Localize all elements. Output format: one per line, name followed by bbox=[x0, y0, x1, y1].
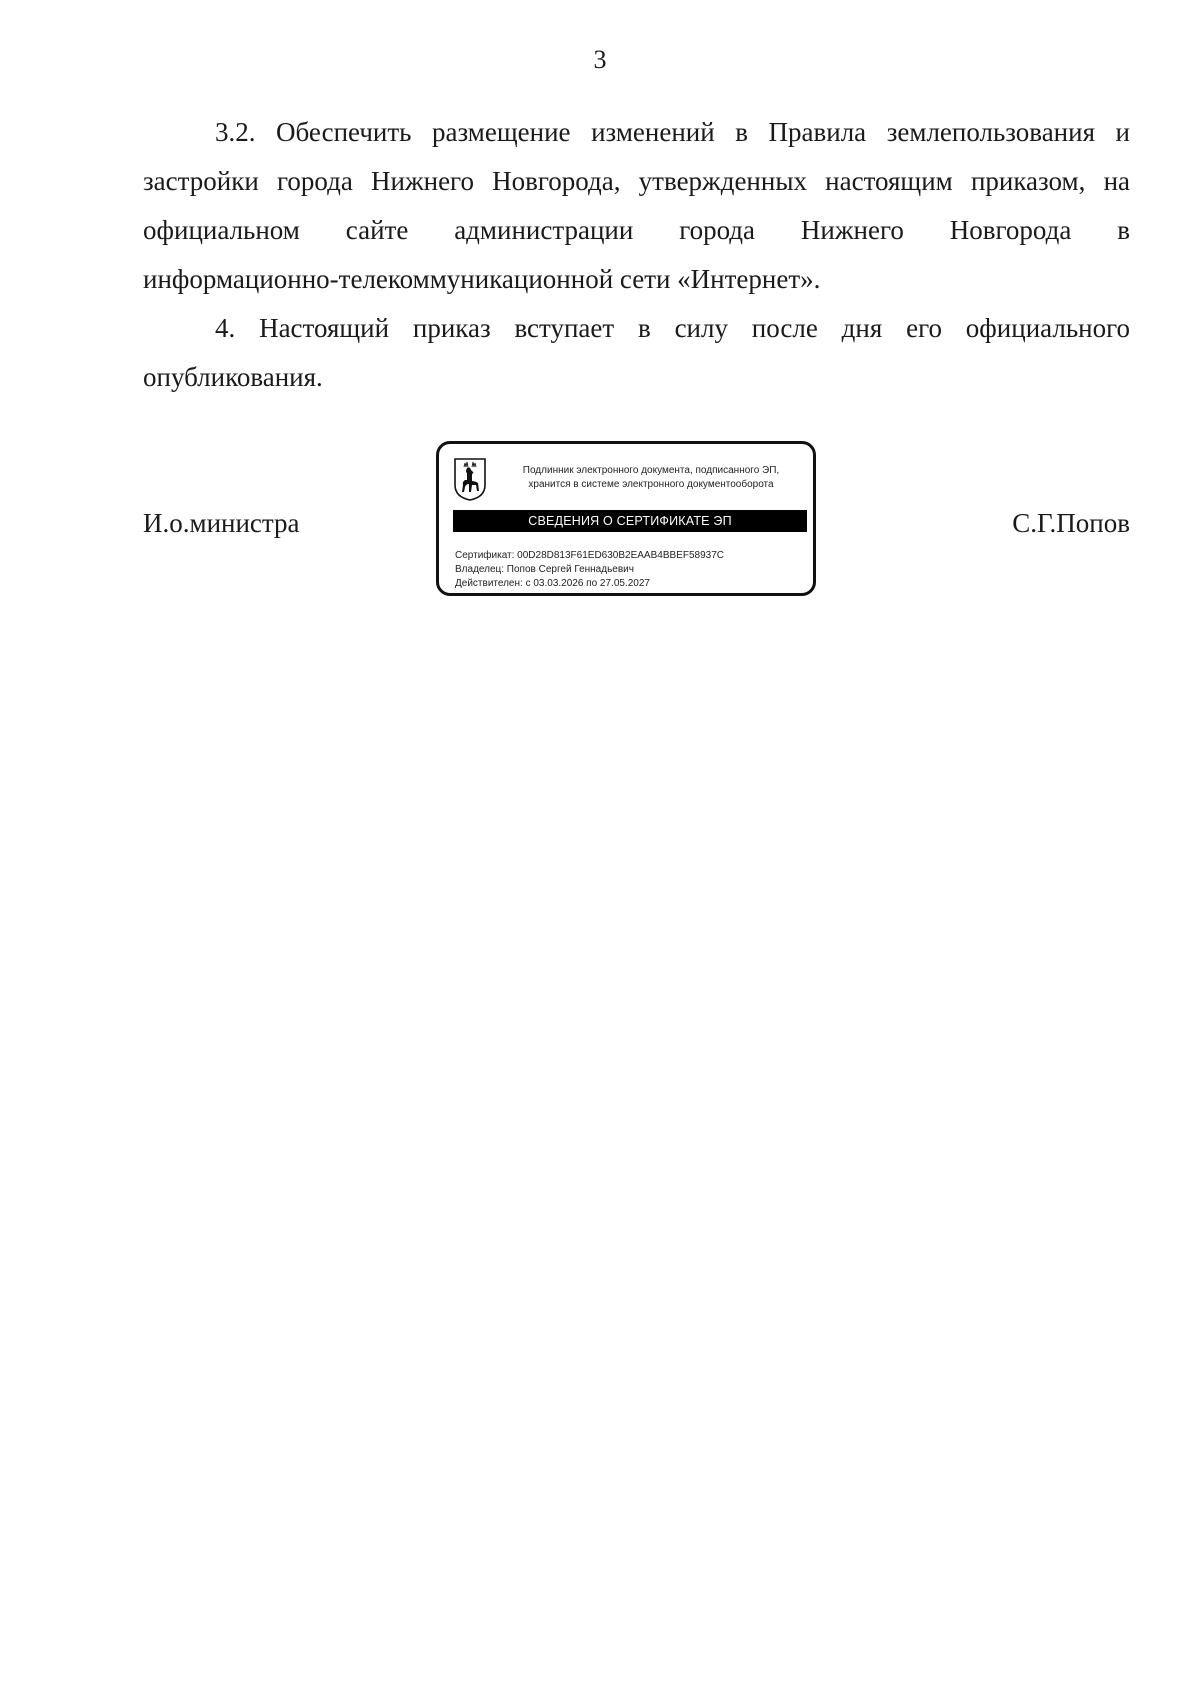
paragraph-4: 4. Настоящий приказ вступает в силу после дня его официального опубликования. bbox=[143, 313, 1130, 392]
stamp-owner: Владелец: Попов Сергей Геннадьевич bbox=[455, 564, 634, 575]
paragraph-3-2-continuation: информационно-телекоммуникационной сети «Интернет». bbox=[143, 264, 821, 294]
document-body bbox=[143, 108, 1130, 402]
signatory-name: С.Г.Попов bbox=[1012, 508, 1130, 538]
page-number: 3 bbox=[593, 45, 607, 74]
stamp-certificate-info bbox=[455, 549, 805, 591]
electronic-signature-stamp bbox=[436, 441, 816, 596]
nizhny-novgorod-deer-emblem-icon bbox=[453, 457, 487, 501]
stamp-notice bbox=[501, 464, 801, 492]
stamp-validity: Действителен: с 03.03.2026 по 27.05.2027 bbox=[455, 578, 650, 589]
stamp-certificate-number: Сертификат: 00D28D813F61ED630B2EAAB4BBEF58937C bbox=[455, 550, 724, 561]
paragraph-3-2: 3.2. Обеспечить размещение изменений в Правила землепользования и застройки города Нижнего Новгорода, утвержденных настоящим приказом, на официальном сайте администрации города Нижнего Новгорода в bbox=[143, 117, 1130, 245]
stamp-title-bar: СВЕДЕНИЯ О СЕРТИФИКАТЕ ЭП bbox=[453, 510, 807, 532]
stamp-notice-line2: хранится в системе электронного документооборота bbox=[528, 479, 774, 490]
signatory-position: И.о.министра bbox=[143, 508, 300, 538]
stamp-notice-line1: Подлинник электронного документа, подписанного ЭП, bbox=[522, 465, 780, 476]
